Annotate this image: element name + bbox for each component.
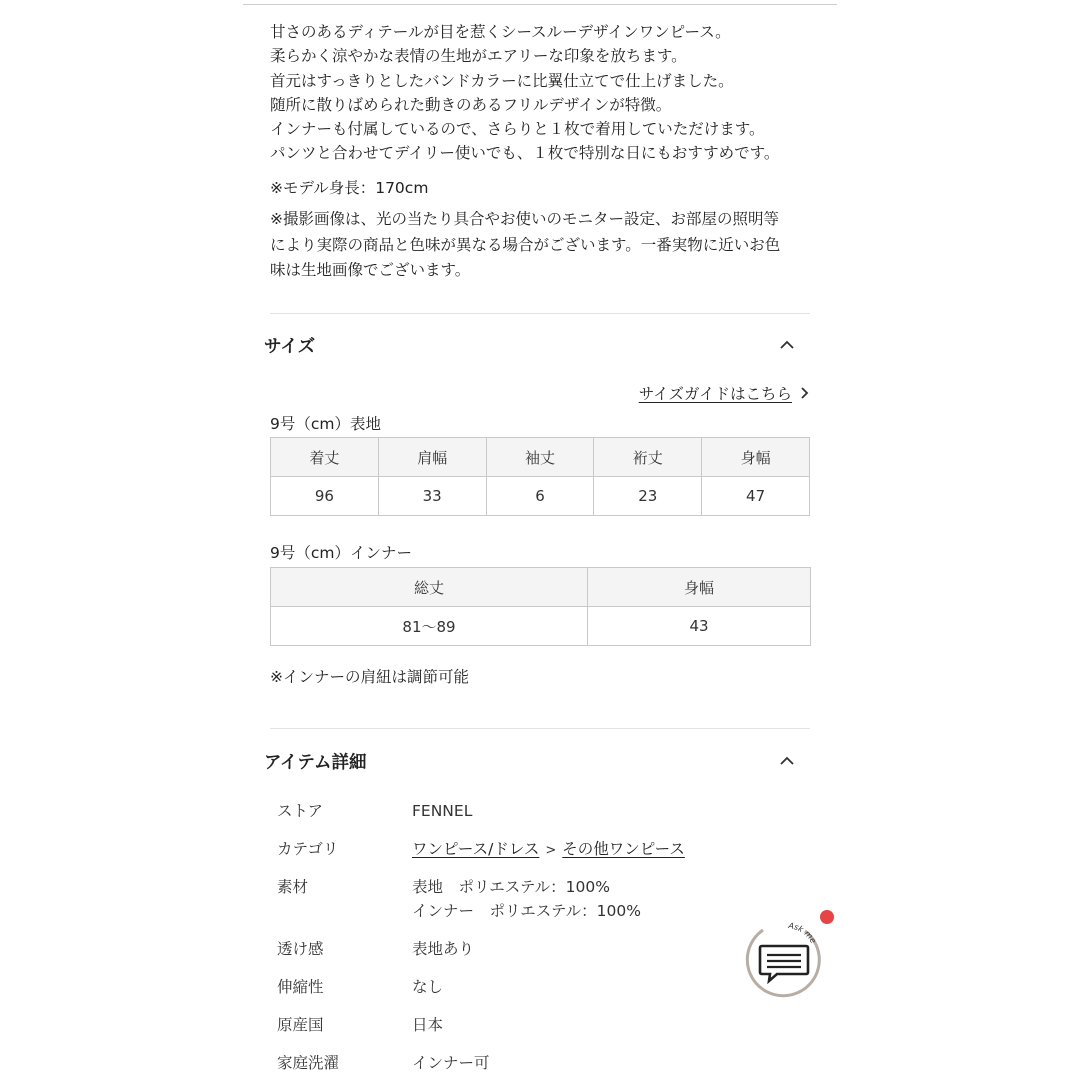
chevron-up-icon[interactable]: [779, 339, 795, 351]
description-line: 甘さのあるディテールが目を惹くシースルーデザインワンピース。: [270, 23, 731, 41]
detail-value: 日本: [412, 1016, 444, 1034]
detail-label: 伸縮性: [277, 978, 324, 996]
ask-me-label: Ask me: [787, 921, 818, 945]
description-line: インナーも付属しているので、さらりと１枚で着用していただけます。: [270, 120, 765, 139]
table-header-cell: 身幅: [588, 568, 811, 607]
detail-label: 家庭洗濯: [277, 1054, 340, 1072]
product-description: [270, 20, 830, 166]
material-line: インナー ポリエステル：100%: [412, 902, 641, 920]
detail-value: [412, 875, 641, 923]
table-header-cell: 肩幅: [378, 438, 486, 477]
detail-label: 透け感: [277, 940, 324, 958]
size-section-title[interactable]: サイズ: [264, 337, 316, 357]
table-header-row: [271, 438, 810, 477]
detail-label: 素材: [277, 878, 309, 896]
section-divider: [270, 728, 810, 729]
detail-value: FENNEL: [412, 802, 473, 820]
inner-strap-note: ※インナーの肩紐は調節可能: [270, 668, 469, 686]
section-divider: [270, 313, 810, 314]
size-guide-link[interactable]: [639, 382, 809, 404]
table-cell: 23: [594, 477, 702, 516]
detail-row-store: [277, 799, 817, 823]
photo-note-line: により実際の商品と色味が異なる場合がございます。一番実物に近いお色: [270, 235, 781, 254]
table-header-cell: 総丈: [271, 568, 588, 607]
table-cell: 33: [378, 477, 486, 516]
description-line: 首元はすっきりとしたバンドカラーに比翼仕立てで仕上げました。: [270, 71, 734, 90]
item-detail-section-title[interactable]: アイテム詳細: [264, 753, 367, 773]
description-line: 随所に散りばめられた動きのあるフリルデザインが特徴。: [270, 95, 672, 114]
table-row: [271, 607, 811, 646]
table-cell: 81〜89: [271, 607, 588, 646]
inner-size-caption: 9号（cm）インナー: [270, 544, 412, 562]
detail-value: [412, 837, 685, 863]
detail-value: インナー可: [412, 1054, 490, 1072]
table-header-row: [271, 568, 811, 607]
table-header-cell: 身幅: [702, 438, 810, 477]
detail-row-material: [277, 875, 817, 923]
table-cell: 6: [486, 477, 594, 516]
detail-row-stretch: [277, 975, 817, 999]
top-divider: [243, 4, 837, 5]
detail-value: なし: [412, 978, 444, 996]
outer-size-table: [270, 437, 810, 516]
detail-value: 表地あり: [412, 940, 475, 958]
photo-note-line: 味は生地画像でございます。: [270, 261, 471, 279]
detail-row-home-wash: [277, 1051, 817, 1075]
table-cell: 43: [588, 607, 811, 646]
description-line: パンツと合わせてデイリー使いでも、１枚で特別な日にもおすすめです。: [270, 144, 780, 163]
model-height-note: ※モデル身長：170cm: [270, 179, 429, 197]
detail-row-origin: [277, 1013, 817, 1037]
ask-me-chat-button[interactable]: [745, 921, 825, 1001]
table-cell: 96: [271, 477, 379, 516]
breadcrumb-separator: >: [545, 843, 557, 858]
table-header-cell: 着丈: [271, 438, 379, 477]
detail-label: ストア: [277, 802, 324, 820]
detail-label: 原産国: [277, 1016, 324, 1034]
photo-note-line: ※撮影画像は、光の当たり具合やお使いのモニター設定、お部屋の照明等: [270, 210, 779, 228]
detail-row-sheerness: [277, 937, 817, 961]
detail-row-category: [277, 837, 817, 863]
detail-label: カテゴリ: [277, 840, 339, 858]
category-link-dress[interactable]: ワンピース/ドレス: [412, 840, 540, 858]
inner-size-table: [270, 567, 811, 646]
table-cell: 47: [702, 477, 810, 516]
outer-size-caption: 9号（cm）表地: [270, 415, 381, 433]
chevron-right-icon: [800, 386, 809, 400]
material-line: 表地 ポリエステル：100%: [412, 878, 610, 896]
size-guide-link-label: サイズガイドはこちら: [638, 385, 792, 403]
notification-dot: [820, 910, 834, 924]
table-header-cell: 袖丈: [486, 438, 594, 477]
description-line: 柔らかく涼やかな表情の生地がエアリーな印象を放ちます。: [270, 47, 687, 66]
category-link-other-onepiece[interactable]: その他ワンピース: [562, 840, 685, 858]
chevron-up-icon[interactable]: [779, 755, 795, 767]
photo-color-note: [270, 207, 815, 284]
table-row: [271, 477, 810, 516]
table-header-cell: 裄丈: [594, 438, 702, 477]
chat-bubble-icon: [760, 946, 808, 981]
